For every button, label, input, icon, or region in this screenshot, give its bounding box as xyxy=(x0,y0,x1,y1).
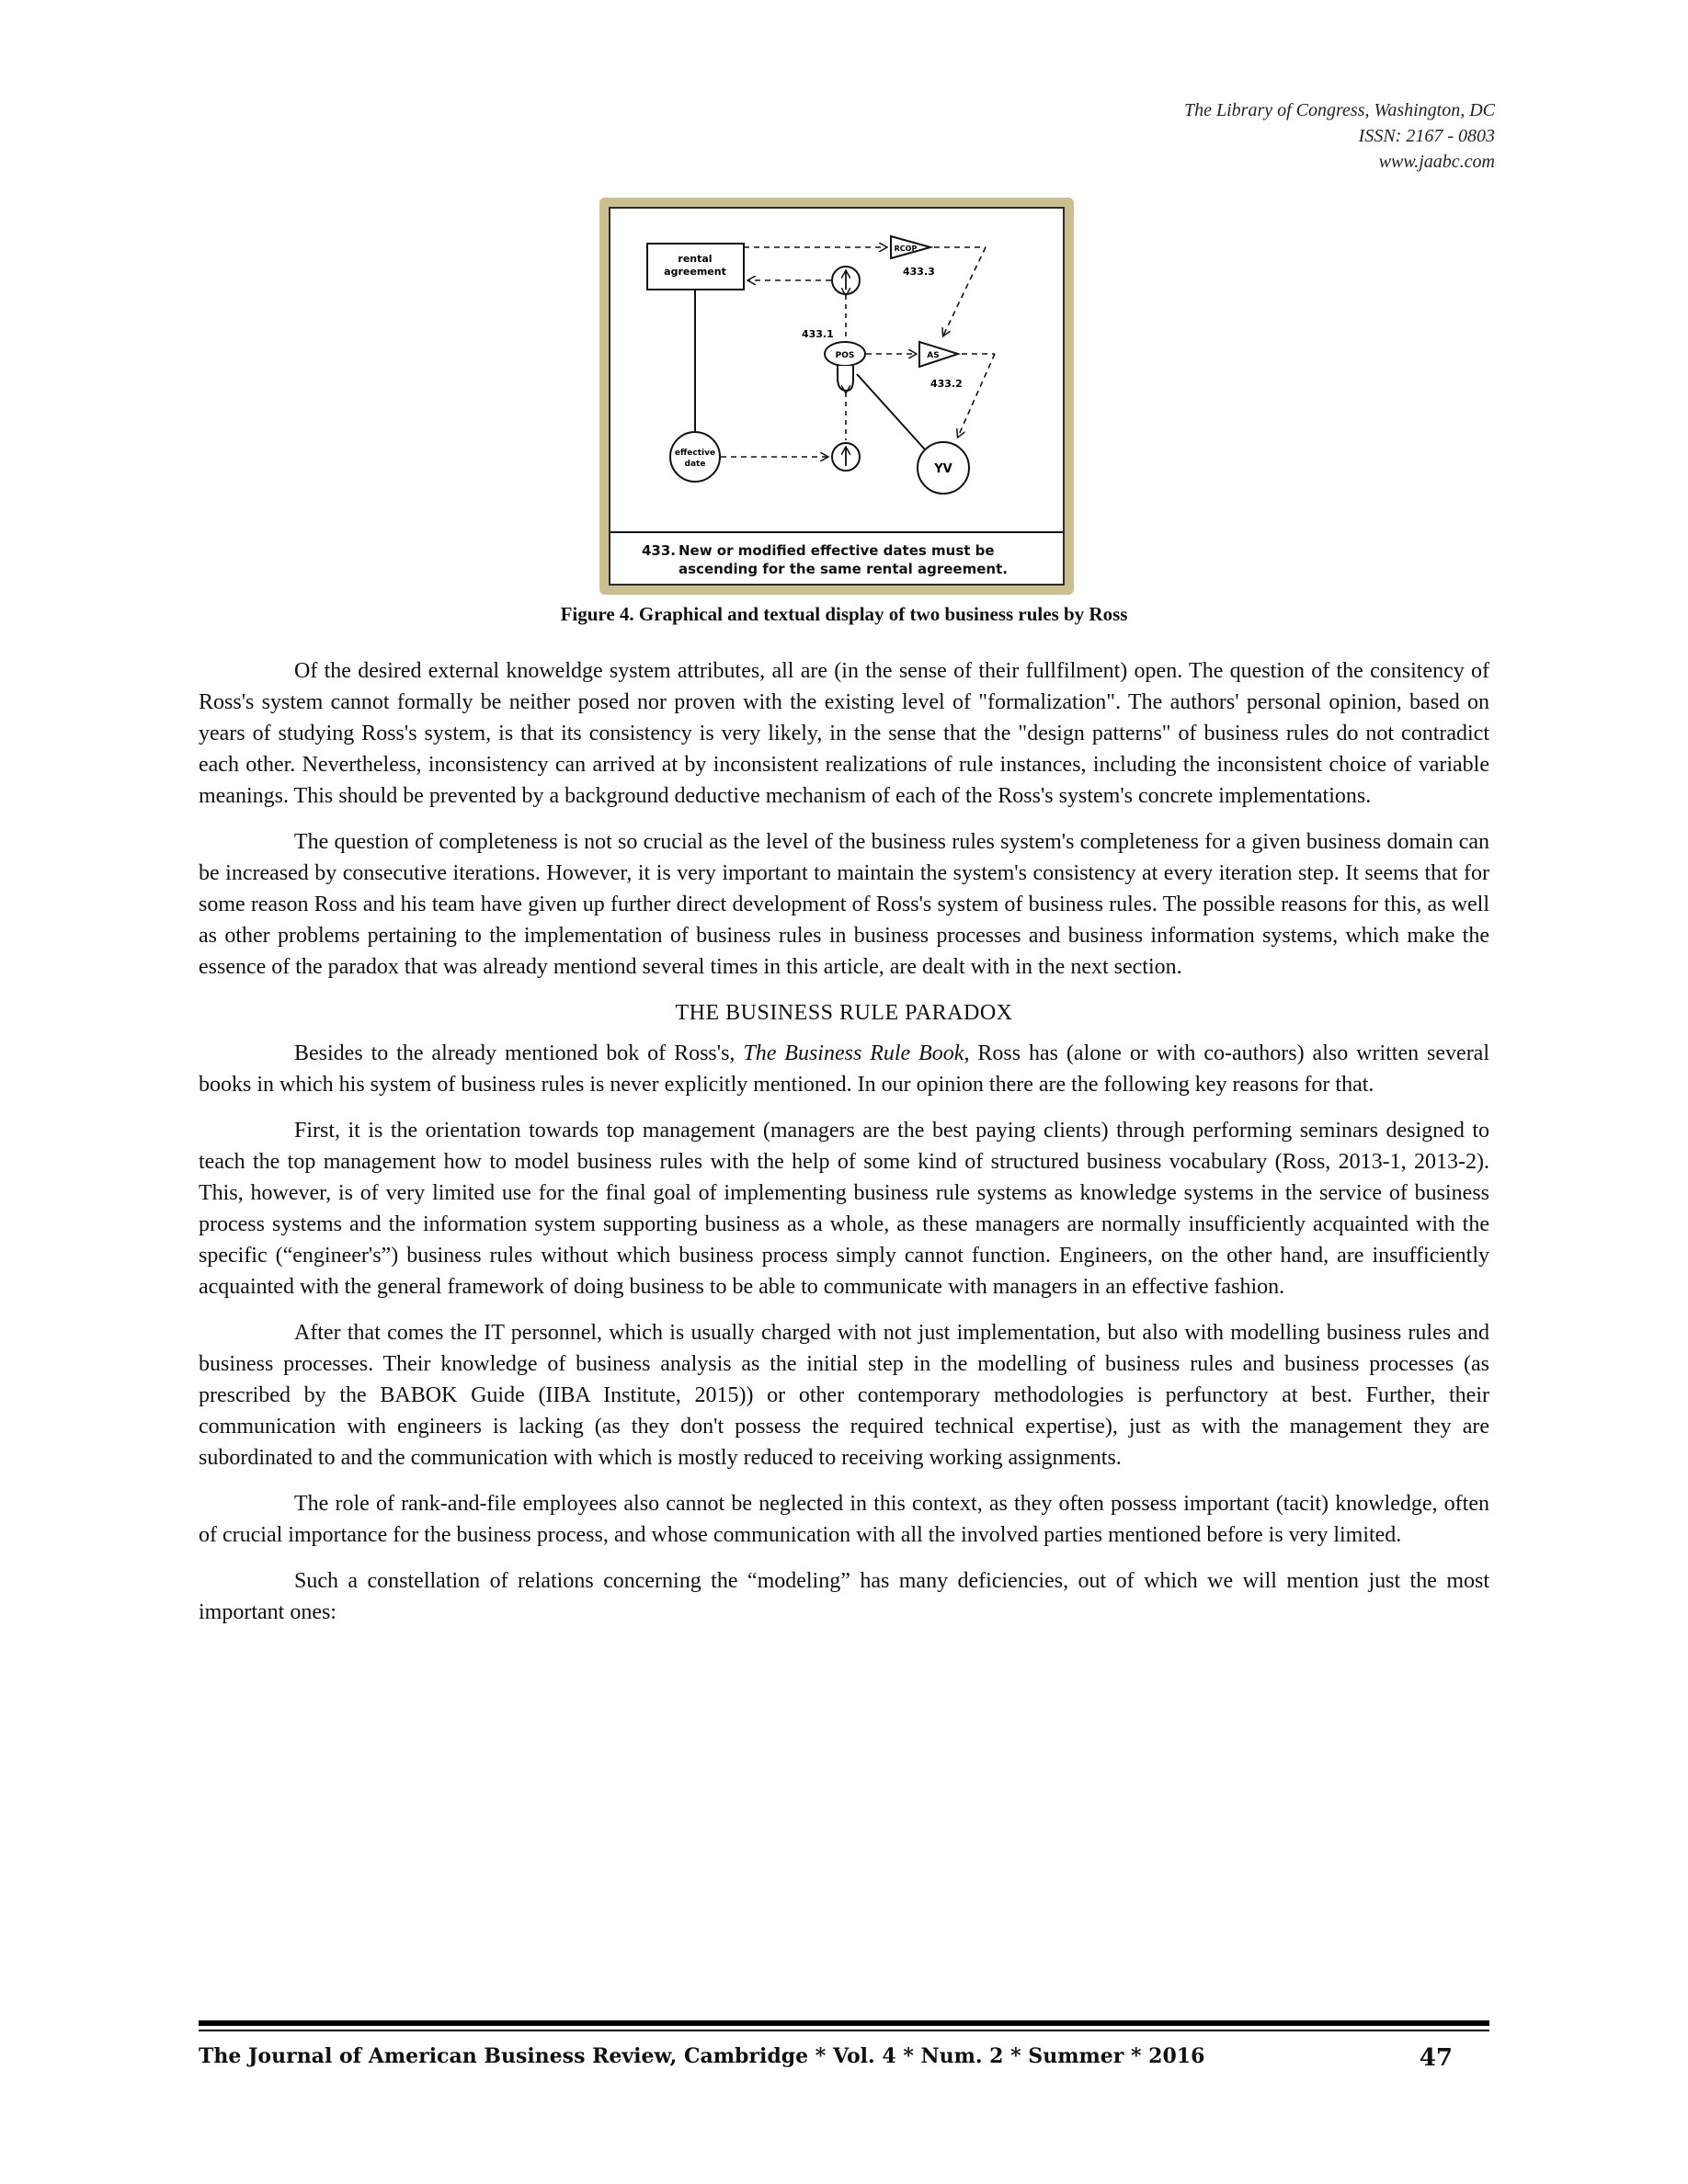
effective-label-2: date xyxy=(684,460,706,469)
rule-text-line-1: New or modified effective dates must be xyxy=(679,542,995,559)
rental-label-2: agreement xyxy=(664,266,726,278)
figure-frame xyxy=(599,198,1074,595)
rule-statement xyxy=(642,541,1054,578)
yv-label: YV xyxy=(934,462,952,476)
figure-caption: Figure 4. Graphical and textual display of two business rules by Ross xyxy=(560,603,1128,625)
journal-citation: The Journal of American Business Review, Cambridge * Vol. 4 * Num. 2 * Summer * 2016 xyxy=(199,2044,1205,2068)
page-number: 47 xyxy=(1419,2044,1453,2072)
label-433-1: 433.1 xyxy=(802,328,834,340)
rental-label-1: rental xyxy=(678,253,713,265)
label-433-3: 433.3 xyxy=(903,266,935,278)
paragraph-3-post: , Ross has (alone or with co-authors) also written several books in which his system of business rules is never explicitly mentioned. In our opinion there are the following key reasons for that. xyxy=(199,1041,1490,1097)
paragraph-6: The role of rank-and-file employees also cannot be neglected in this context, as they often possess important (tacit) knowledge, often of crucial importance for the business process, and whose communication with all the involved parties mentioned before is very limited. xyxy=(199,1492,1489,1547)
book-title: The Business Rule Book xyxy=(743,1041,964,1065)
figure-4 xyxy=(609,207,1065,586)
rule-number: 433. xyxy=(642,542,677,559)
paragraph-3-pre: Besides to the already mentioned bok of Ross's, xyxy=(294,1041,744,1065)
business-rule-diagram xyxy=(610,209,1063,584)
header-library: The Library of Congress, Washington, DC xyxy=(1183,100,1495,120)
section-heading: THE BUSINESS RULE PARADOX xyxy=(675,1001,1013,1025)
footer-rule-thick xyxy=(199,2020,1489,2026)
header-website: www.jaabc.com xyxy=(1378,152,1495,172)
as-label: AS xyxy=(927,351,940,360)
header-issn: ISSN: 2167 - 0803 xyxy=(1358,126,1495,146)
paragraph-2: The question of completeness is not so crucial as the level of the business rules system's completeness for a given business domain can be increased by consecutive iterations. However, it is very important to maintain the system's consistency at every iteration step. It seems that for some reason Ross and his team have given up further direct development of Ross's system of business rules. The possible reasons for this, as well as other problems pertaining to the implementation of business rules in business processes and business information systems, which make the essence of the paradox that was already mentiond several times in this article, are dealt with in the next section. xyxy=(199,830,1489,979)
article-body xyxy=(199,655,1489,1643)
rcop-label: RCOP xyxy=(894,245,918,253)
paragraph-1: Of the desired external knoweldge system attributes, all are (in the sense of their fullfilment) open. The question of the consitency of Ross's system cannot formally be neither posed nor proven with the existing level of "formalization". The authors' personal opinion, based on years of studying Ross's system, is that its consistency is very likely, in the sense that the "design patterns" of business rules do not contradict each other. Nevertheless, inconsistency can arrived at by inconsistent realizations of rule instances, including the inconsistent choice of variable meanings. This should be prevented by a background deductive mechanism of each of the Ross's system's concrete implementations. xyxy=(199,659,1489,808)
running-footer xyxy=(199,2044,1489,2072)
rule-text-line-2: ascending for the same rental agreement. xyxy=(679,561,1008,577)
effective-label-1: effective xyxy=(674,449,716,458)
paragraph-3 xyxy=(199,1038,1489,1100)
pos-label: POS xyxy=(835,351,855,360)
label-433-2: 433.2 xyxy=(930,378,963,390)
running-header xyxy=(1184,97,1495,175)
footer-rule-thin xyxy=(199,2030,1489,2031)
paragraph-4: First, it is the orientation towards top management (managers are the best paying clients) through performing seminars designed to teach the top management how to model business rules with the help of some kind of structured business vocabulary (Ross, 2013-1, 2013-2). This, however, is of very limited use for the final goal of implementing business rule systems as knowledge systems in the service of business process systems and the information system supporting business as a whole, as these managers are normally insufficiently acquainted with the specific (“engineer's”) business rules without which business process simply cannot function. Engineers, on the other hand, are insufficiently acquainted with the general framework of doing business to be able to communicate with managers in an effective fashion. xyxy=(199,1119,1489,1299)
paragraph-5: After that comes the IT personnel, which is usually charged with not just implementation, but also with modelling business rules and business processes. Their knowledge of business analysis as the initial step in the modelling of business rules and business processes (as prescribed by the BABOK Guide (IIBA Institute, 2015)) or other contemporary methodologies is perfunctory at best. Further, their communication with engineers is lacking (as they don't possess the required technical expertise), just as with the management they are subordinated to and the communication with which is mostly reduced to receiving working assignments. xyxy=(199,1321,1489,1470)
paragraph-7: Such a constellation of relations concerning the “modeling” has many deficiencies, out of which we will mention just the most important ones: xyxy=(199,1569,1489,1624)
